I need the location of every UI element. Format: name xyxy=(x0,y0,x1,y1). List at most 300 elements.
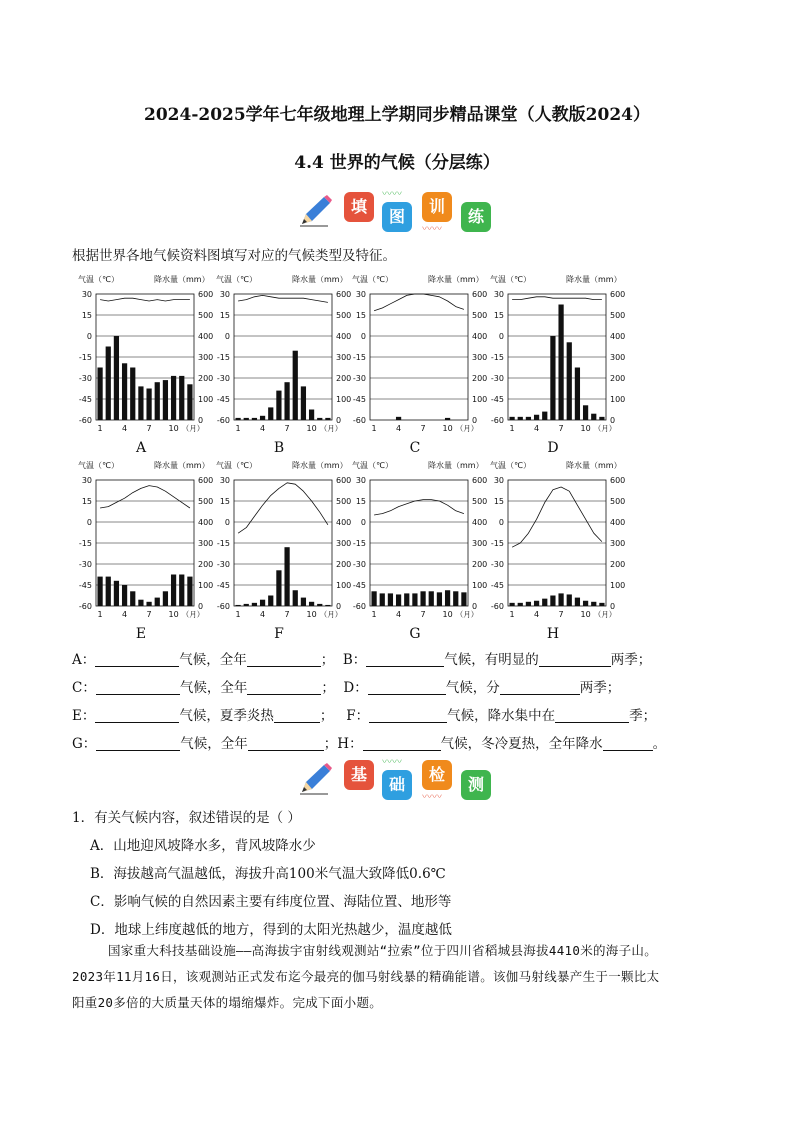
precip-tick-label: 400 xyxy=(472,332,488,341)
month-tick-label: 7 xyxy=(558,424,564,433)
precip-bar xyxy=(371,591,376,606)
precip-bar xyxy=(293,351,298,420)
blank-f-type[interactable] xyxy=(369,708,447,723)
precip-tick-label: 300 xyxy=(472,353,488,362)
instruction-text: 根据世界各地气候资料图填写对应的气候类型及特征。 xyxy=(72,248,396,264)
precip-bar xyxy=(179,376,184,420)
temp-tick-label: -30 xyxy=(352,560,366,569)
precip-bar xyxy=(583,601,588,606)
temp-axis-label: 气温（℃） xyxy=(490,461,531,470)
month-tick-label: 1 xyxy=(509,424,515,433)
precip-bar xyxy=(558,305,563,421)
badge-tu: 图 xyxy=(382,202,412,232)
temp-tick-label: 30 xyxy=(81,476,92,485)
temp-axis-label: 气温（℃） xyxy=(216,275,257,284)
precip-tick-label: 400 xyxy=(610,518,626,527)
temp-tick-label: 0 xyxy=(86,332,92,341)
precip-tick-label: 400 xyxy=(336,332,352,341)
temp-tick-label: -30 xyxy=(78,560,92,569)
temp-tick-label: 0 xyxy=(498,518,504,527)
temperature-curve xyxy=(238,483,328,533)
section-header-basic-test xyxy=(0,756,794,806)
precip-tick-label: 100 xyxy=(198,581,214,590)
chart-letter: D xyxy=(547,440,559,456)
temp-tick-label: -15 xyxy=(490,353,504,362)
blank-b-type[interactable] xyxy=(366,652,444,667)
month-tick-label: 4 xyxy=(260,424,266,433)
precip-tick-label: 500 xyxy=(198,497,214,506)
precip-axis-label: 降水量（mm） xyxy=(154,461,210,470)
precip-bar xyxy=(138,600,143,606)
precip-bar xyxy=(542,599,547,606)
precip-tick-label: 100 xyxy=(336,581,352,590)
precip-tick-label: 0 xyxy=(610,602,616,611)
precip-bar xyxy=(437,592,442,606)
month-tick-label: 4 xyxy=(122,424,128,433)
temp-tick-label: 0 xyxy=(224,518,230,527)
precip-bar xyxy=(276,391,281,420)
precip-tick-label: 400 xyxy=(198,332,214,341)
month-tick-label: 10 xyxy=(306,610,317,619)
precip-tick-label: 200 xyxy=(336,374,352,383)
precip-bar xyxy=(309,602,314,606)
temp-tick-label: 15 xyxy=(355,311,366,320)
precip-bar xyxy=(114,336,119,420)
precip-bar xyxy=(252,603,257,606)
month-tick-label: 10 xyxy=(442,424,453,433)
temp-axis-label: 气温（℃） xyxy=(490,275,531,284)
temp-axis-label: 气温（℃） xyxy=(352,275,393,284)
month-unit-label: （月） xyxy=(181,610,205,619)
precip-tick-label: 500 xyxy=(472,311,488,320)
month-unit-label: （月） xyxy=(593,610,617,619)
precip-bar xyxy=(260,416,265,420)
precip-tick-label: 600 xyxy=(472,290,488,299)
temp-tick-label: 30 xyxy=(355,476,366,485)
blank-c-type[interactable] xyxy=(96,680,180,695)
precip-bar xyxy=(599,603,604,606)
month-tick-label: 10 xyxy=(442,610,453,619)
precip-tick-label: 100 xyxy=(198,395,214,404)
precip-bar xyxy=(445,418,450,420)
section-header-fill-map xyxy=(0,188,794,238)
precip-bar xyxy=(252,418,257,420)
badge-lian: 练 xyxy=(461,202,491,232)
chart-letter: G xyxy=(409,626,421,642)
passage-line-2: 2023年11月16日，该观测站正式发布迄今最亮的伽马射线暴的精确能谱。该伽马射线暴产生于一颗比太 xyxy=(72,969,660,984)
blank-c-feature[interactable] xyxy=(247,680,321,695)
option-a[interactable]: A．山地迎风坡降水多，背风坡降水少 xyxy=(90,838,316,854)
month-tick-label: 7 xyxy=(284,424,290,433)
precip-tick-label: 0 xyxy=(198,416,204,425)
precip-bar xyxy=(518,417,523,420)
question-1-stem: 1．有关气候内容，叙述错误的是（ ） xyxy=(72,810,301,826)
precip-bar xyxy=(171,376,176,420)
temp-tick-label: -15 xyxy=(78,539,92,548)
precip-bar xyxy=(509,417,514,420)
precip-bar xyxy=(317,418,322,420)
blank-e-feature[interactable] xyxy=(274,708,320,723)
precip-bar xyxy=(122,363,127,420)
precip-tick-label: 100 xyxy=(336,395,352,404)
fill-line-ab: A： 气候，全年 ； B： 气候，有明显的 两季； xyxy=(72,652,652,668)
precip-bar xyxy=(293,590,298,606)
precip-bar xyxy=(550,596,555,607)
temp-tick-label: -45 xyxy=(490,581,504,590)
month-tick-label: 4 xyxy=(122,610,128,619)
precip-bar xyxy=(591,602,596,606)
temp-tick-label: -45 xyxy=(216,395,230,404)
label-d: ； D： xyxy=(321,680,368,696)
chart-letter: B xyxy=(273,440,285,456)
temp-tick-label: -45 xyxy=(78,395,92,404)
precip-tick-label: 300 xyxy=(336,539,352,548)
month-tick-label: 7 xyxy=(420,424,426,433)
temp-tick-label: -30 xyxy=(352,374,366,383)
precip-tick-label: 100 xyxy=(610,395,626,404)
temp-tick-label: 15 xyxy=(81,311,92,320)
temp-axis-label: 气温（℃） xyxy=(78,461,119,470)
month-tick-label: 10 xyxy=(168,610,179,619)
precip-tick-label: 400 xyxy=(198,518,214,527)
temp-tick-label: 15 xyxy=(493,497,504,506)
temp-tick-label: 15 xyxy=(355,497,366,506)
temp-tick-label: -45 xyxy=(216,581,230,590)
blank-a-feature[interactable] xyxy=(247,652,321,667)
pencil-icon xyxy=(298,194,334,228)
temp-tick-label: -30 xyxy=(490,374,504,383)
document-title: 2024-2025学年七年级地理上学期同步精品课堂（人教版2024） xyxy=(144,105,650,125)
temp-tick-label: 0 xyxy=(498,332,504,341)
badge-ji: 基 xyxy=(344,760,374,790)
precip-tick-label: 600 xyxy=(198,476,214,485)
temperature-curve xyxy=(238,295,328,302)
temp-tick-label: -15 xyxy=(78,353,92,362)
precip-bar xyxy=(317,604,322,606)
passage-line-3: 阳重20多倍的大质量天体的塌缩爆炸。完成下面小题。 xyxy=(72,995,383,1010)
precip-bar xyxy=(114,581,119,606)
precip-bar xyxy=(276,570,281,606)
precip-bar xyxy=(301,386,306,420)
precip-bar xyxy=(235,605,240,606)
month-tick-label: 10 xyxy=(168,424,179,433)
badge-chu: 础 xyxy=(382,770,412,800)
precip-axis-label: 降水量（mm） xyxy=(566,275,622,284)
precip-tick-label: 600 xyxy=(610,476,626,485)
temp-tick-label: -15 xyxy=(216,353,230,362)
precip-tick-label: 200 xyxy=(198,560,214,569)
precip-tick-label: 600 xyxy=(336,476,352,485)
precip-tick-label: 600 xyxy=(610,290,626,299)
precip-bar xyxy=(388,593,393,606)
month-tick-label: 4 xyxy=(534,424,540,433)
blank-h-type[interactable] xyxy=(363,736,441,751)
precip-bar xyxy=(130,368,135,421)
precip-axis-label: 降水量（mm） xyxy=(292,461,348,470)
temperature-curve xyxy=(512,297,602,300)
precip-bar xyxy=(309,410,314,421)
temp-tick-label: 30 xyxy=(81,290,92,299)
precip-bar xyxy=(420,591,425,606)
blank-d-type[interactable] xyxy=(368,680,446,695)
month-tick-label: 1 xyxy=(97,424,103,433)
precip-bar xyxy=(284,547,289,606)
precip-bar xyxy=(526,417,531,420)
month-tick-label: 4 xyxy=(396,424,402,433)
precip-tick-label: 300 xyxy=(336,353,352,362)
precip-tick-label: 600 xyxy=(472,476,488,485)
temp-tick-label: 30 xyxy=(219,476,230,485)
month-tick-label: 4 xyxy=(260,610,266,619)
month-tick-label: 7 xyxy=(146,424,152,433)
precip-bar xyxy=(509,603,514,606)
badge-jian: 检 xyxy=(422,760,452,790)
month-tick-label: 7 xyxy=(420,610,426,619)
precip-tick-label: 0 xyxy=(198,602,204,611)
precip-bar xyxy=(235,418,240,420)
lesson-title: 4.4 世界的气候（分层练） xyxy=(294,153,500,173)
month-tick-label: 10 xyxy=(306,424,317,433)
precip-tick-label: 500 xyxy=(610,311,626,320)
temp-tick-label: -60 xyxy=(352,602,366,611)
month-tick-label: 1 xyxy=(371,424,377,433)
precip-bar xyxy=(155,598,160,606)
precip-bar xyxy=(106,577,111,606)
precip-bar xyxy=(550,336,555,420)
blank-a-type[interactable] xyxy=(95,652,179,667)
temp-tick-label: 15 xyxy=(493,311,504,320)
precip-bar xyxy=(244,418,249,420)
precip-bar xyxy=(445,590,450,606)
precip-axis-label: 降水量（mm） xyxy=(566,461,622,470)
blank-d-feature[interactable] xyxy=(500,680,580,695)
precip-bar xyxy=(396,417,401,420)
blank-e-type[interactable] xyxy=(95,708,179,723)
blank-g-feature[interactable] xyxy=(248,736,324,751)
precip-tick-label: 200 xyxy=(472,560,488,569)
chart-letter: F xyxy=(274,626,284,642)
precip-bar xyxy=(130,591,135,606)
temp-tick-label: 0 xyxy=(360,332,366,341)
precip-bar xyxy=(599,417,604,420)
temp-tick-label: 30 xyxy=(219,290,230,299)
wave-decoration: 〰〰 xyxy=(422,792,442,803)
badge-ce: 测 xyxy=(461,770,491,800)
month-tick-label: 10 xyxy=(580,610,591,619)
temp-tick-label: -15 xyxy=(352,353,366,362)
temp-tick-label: 30 xyxy=(493,476,504,485)
fill-line-cd: C： 气候，全年 ； D： 气候，分 两季； xyxy=(72,680,621,696)
fill-line-ef: E： 气候，夏季炎热 ； F： 气候，降水集中在 季； xyxy=(72,708,657,724)
precip-axis-label: 降水量（mm） xyxy=(428,461,484,470)
precip-bar xyxy=(429,591,434,606)
fill-line-gh: G： 气候，全年 ；H： 气候，冬冷夏热，全年降水 。 xyxy=(72,736,667,752)
precip-bar xyxy=(146,389,151,421)
month-unit-label: （月） xyxy=(181,424,205,433)
precip-bar xyxy=(575,368,580,421)
precip-bar xyxy=(591,414,596,420)
option-d[interactable]: D．地球上纬度越低的地方，得到的太阳光热越少，温度越低 xyxy=(90,922,452,938)
precip-axis-label: 降水量（mm） xyxy=(154,275,210,284)
precip-tick-label: 300 xyxy=(198,539,214,548)
precip-tick-label: 500 xyxy=(610,497,626,506)
precip-tick-label: 400 xyxy=(610,332,626,341)
temp-tick-label: 15 xyxy=(219,497,230,506)
temp-tick-label: 30 xyxy=(493,290,504,299)
blank-g-type[interactable] xyxy=(96,736,180,751)
reading-passage xyxy=(72,938,732,1016)
precip-tick-label: 100 xyxy=(472,581,488,590)
label-g: G： xyxy=(72,736,97,752)
month-tick-label: 1 xyxy=(371,610,377,619)
precip-tick-label: 200 xyxy=(610,560,626,569)
temp-tick-label: -60 xyxy=(216,602,230,611)
chart-letter: A xyxy=(135,440,147,456)
temperature-curve xyxy=(100,298,190,301)
month-tick-label: 4 xyxy=(534,610,540,619)
climate-chart-h xyxy=(466,458,648,652)
precip-bar xyxy=(155,382,160,420)
temp-tick-label: -15 xyxy=(352,539,366,548)
option-c[interactable]: C．影响气候的自然因素主要有纬度位置、海陆位置、地形等 xyxy=(90,894,452,910)
pencil-icon xyxy=(298,762,334,796)
label-c: C： xyxy=(72,680,96,696)
precip-bar xyxy=(404,593,409,606)
chart-letter: E xyxy=(135,626,147,642)
label-a: A： xyxy=(72,652,96,668)
month-tick-label: 1 xyxy=(97,610,103,619)
precip-bar xyxy=(301,598,306,606)
month-tick-label: 7 xyxy=(284,610,290,619)
month-unit-label: （月） xyxy=(319,424,343,433)
badge-xun: 训 xyxy=(422,192,452,222)
precip-bar xyxy=(567,342,572,420)
temp-axis-label: 气温（℃） xyxy=(78,275,119,284)
temp-tick-label: 30 xyxy=(355,290,366,299)
precip-tick-label: 500 xyxy=(472,497,488,506)
chart-letter: C xyxy=(409,440,421,456)
wave-decoration: 〰〰 xyxy=(422,224,442,235)
blank-h-feature[interactable] xyxy=(603,736,653,751)
temp-axis-label: 气温（℃） xyxy=(216,461,257,470)
precip-bar xyxy=(171,575,176,607)
temperature-curve xyxy=(100,486,190,508)
label-f: ； F： xyxy=(319,708,370,724)
month-unit-label: （月） xyxy=(593,424,617,433)
precip-bar xyxy=(138,386,143,420)
precip-tick-label: 0 xyxy=(336,416,342,425)
precip-bar xyxy=(284,382,289,420)
precip-bar xyxy=(97,577,102,606)
precip-axis-label: 降水量（mm） xyxy=(428,275,484,284)
precip-bar xyxy=(526,602,531,606)
precip-tick-label: 100 xyxy=(610,581,626,590)
label-h: ；H： xyxy=(323,736,363,752)
precip-tick-label: 500 xyxy=(336,311,352,320)
chart-letter: H xyxy=(546,626,560,642)
temp-tick-label: -45 xyxy=(78,581,92,590)
month-tick-label: 7 xyxy=(146,610,152,619)
precip-bar xyxy=(453,591,458,606)
precip-bar xyxy=(260,600,265,606)
precip-tick-label: 400 xyxy=(336,518,352,527)
precip-tick-label: 0 xyxy=(472,416,478,425)
precip-tick-label: 200 xyxy=(198,374,214,383)
temp-tick-label: -60 xyxy=(352,416,366,425)
precip-tick-label: 300 xyxy=(472,539,488,548)
temp-tick-label: 0 xyxy=(224,332,230,341)
precip-bar xyxy=(122,585,127,606)
precip-bar xyxy=(558,593,563,606)
label-b: ； B： xyxy=(320,652,367,668)
wave-decoration: 〰〰 xyxy=(382,189,402,200)
precip-tick-label: 600 xyxy=(198,290,214,299)
precip-bar xyxy=(567,594,572,606)
option-b[interactable]: B．海拔越高气温越低，海拔升高100米气温大致降低0.6℃ xyxy=(90,866,446,882)
precip-bar xyxy=(163,380,168,420)
precip-tick-label: 100 xyxy=(472,395,488,404)
passage-line-1: 国家重大科技基础设施——高海拔宇宙射线观测站“拉索”位于四川省稻城县海拔4410米的海子山。 xyxy=(108,943,658,958)
temp-tick-label: -30 xyxy=(490,560,504,569)
precip-bar xyxy=(106,347,111,421)
temp-tick-label: -60 xyxy=(78,416,92,425)
blank-b-feature[interactable] xyxy=(539,652,611,667)
precip-tick-label: 200 xyxy=(336,560,352,569)
temperature-curve xyxy=(374,500,464,515)
precip-tick-label: 0 xyxy=(610,416,616,425)
precip-tick-label: 0 xyxy=(472,602,478,611)
precip-bar xyxy=(396,594,401,606)
temp-tick-label: -60 xyxy=(490,602,504,611)
precip-bar xyxy=(97,368,102,421)
blank-f-feature[interactable] xyxy=(555,708,629,723)
precip-bar xyxy=(542,412,547,420)
month-tick-label: 4 xyxy=(396,610,402,619)
temp-tick-label: 15 xyxy=(81,497,92,506)
temp-axis-label: 气温（℃） xyxy=(352,461,393,470)
precip-bar xyxy=(380,593,385,606)
climate-chart-d xyxy=(466,272,648,466)
precip-bar xyxy=(518,603,523,606)
temp-tick-label: -60 xyxy=(216,416,230,425)
month-tick-label: 1 xyxy=(509,610,515,619)
precip-tick-label: 400 xyxy=(472,518,488,527)
precip-bar xyxy=(179,575,184,607)
precip-tick-label: 500 xyxy=(336,497,352,506)
precip-bar xyxy=(534,601,539,606)
temp-tick-label: -60 xyxy=(78,602,92,611)
month-tick-label: 10 xyxy=(580,424,591,433)
precip-tick-label: 300 xyxy=(198,353,214,362)
temp-tick-label: -15 xyxy=(216,539,230,548)
precip-bar xyxy=(244,604,249,606)
precip-bar xyxy=(163,591,168,606)
precip-bar xyxy=(146,602,151,606)
precip-bar xyxy=(583,405,588,420)
precip-axis-label: 降水量（mm） xyxy=(292,275,348,284)
month-tick-label: 7 xyxy=(558,610,564,619)
month-tick-label: 1 xyxy=(235,610,241,619)
precip-tick-label: 500 xyxy=(198,311,214,320)
badge-tian: 填 xyxy=(344,192,374,222)
temp-tick-label: 0 xyxy=(360,518,366,527)
temp-tick-label: -60 xyxy=(490,416,504,425)
temp-tick-label: -30 xyxy=(216,374,230,383)
temp-tick-label: -15 xyxy=(490,539,504,548)
temp-tick-label: -45 xyxy=(352,395,366,404)
label-e: E： xyxy=(72,708,96,724)
precip-tick-label: 200 xyxy=(472,374,488,383)
